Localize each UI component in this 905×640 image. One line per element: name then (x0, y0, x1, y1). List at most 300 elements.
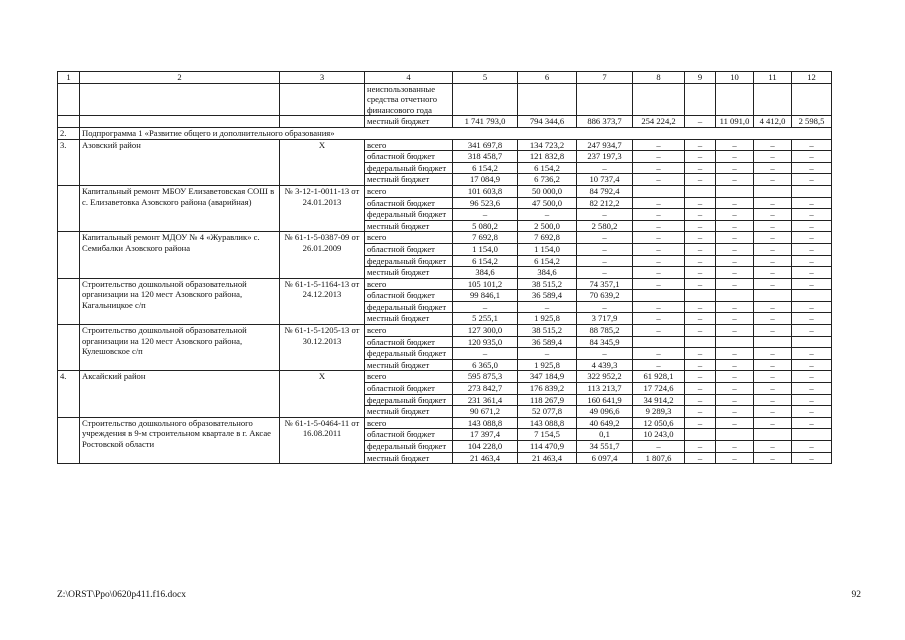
value-cell: 1 925,8 (518, 313, 577, 325)
value-cell: 322 952,2 (577, 371, 633, 383)
object-name (80, 83, 280, 116)
value-cell: – (518, 301, 577, 313)
value-cell: – (633, 278, 685, 290)
funding-source: федеральный бюджет (365, 394, 453, 406)
value-cell: 1 807,6 (633, 452, 685, 464)
value-cell: – (633, 232, 685, 244)
value-cell: – (792, 383, 832, 395)
value-cell: – (754, 383, 792, 395)
value-cell: – (685, 406, 716, 418)
value-cell: – (577, 232, 633, 244)
value-cell: 7 692,8 (518, 232, 577, 244)
value-cell (792, 185, 832, 197)
row-number (58, 417, 80, 463)
value-cell: 595 875,3 (453, 371, 518, 383)
row-number (58, 185, 80, 231)
column-number: 9 (685, 72, 716, 84)
value-cell: 101 603,8 (453, 185, 518, 197)
row-number (58, 116, 80, 128)
value-cell: 6 097,4 (577, 452, 633, 464)
value-cell (754, 336, 792, 348)
value-cell: – (792, 452, 832, 464)
object-name: Капитальный ремонт МДОУ № 4 «Журавлик» с. Семибалки Азовского района (80, 232, 280, 278)
file-path: Z:\ORST\Ppo\0620p411.f16.docx (57, 590, 186, 600)
value-cell: 99 846,1 (453, 290, 518, 302)
object-name: Капитальный ремонт МБОУ Елизаветовская СОШ в с. Елизаветовка Азовского района (аварийная) (80, 185, 280, 231)
value-cell: – (792, 243, 832, 255)
funding-source: всего (365, 325, 453, 337)
value-cell: – (754, 394, 792, 406)
value-cell (754, 83, 792, 116)
value-cell: – (716, 162, 754, 174)
page-number: 92 (851, 590, 861, 600)
value-cell: 38 515,2 (518, 325, 577, 337)
value-cell: – (716, 267, 754, 279)
funding-source: всего (365, 139, 453, 151)
value-cell (792, 83, 832, 116)
value-cell: – (453, 301, 518, 313)
value-cell: 118 267,9 (518, 394, 577, 406)
value-cell: – (754, 406, 792, 418)
value-cell (685, 185, 716, 197)
value-cell: – (792, 301, 832, 313)
value-cell: – (685, 301, 716, 313)
table-row (58, 139, 832, 151)
value-cell: 113 213,7 (577, 383, 633, 395)
value-cell: – (792, 278, 832, 290)
value-cell: 6 154,2 (518, 162, 577, 174)
value-cell: 10 243,0 (633, 429, 685, 441)
column-number: 11 (754, 72, 792, 84)
value-cell: 347 184,9 (518, 371, 577, 383)
object-name (80, 116, 280, 128)
value-cell: – (633, 243, 685, 255)
value-cell: – (633, 139, 685, 151)
section-row (58, 127, 832, 139)
funding-source: неиспользованные средства отчетного финансового года (365, 83, 453, 116)
value-cell: – (754, 267, 792, 279)
table-row (58, 83, 832, 116)
value-cell: 318 458,7 (453, 151, 518, 163)
value-cell: 21 463,4 (453, 452, 518, 464)
table-row (58, 371, 832, 383)
value-cell: 88 785,2 (577, 325, 633, 337)
value-cell: 105 101,2 (453, 278, 518, 290)
column-number: 2 (80, 72, 280, 84)
value-cell (716, 336, 754, 348)
value-cell: 121 832,8 (518, 151, 577, 163)
value-cell: – (754, 162, 792, 174)
value-cell: – (792, 441, 832, 453)
value-cell: 1 154,0 (518, 243, 577, 255)
value-cell: – (716, 325, 754, 337)
value-cell: – (754, 232, 792, 244)
value-cell (754, 429, 792, 441)
value-cell: – (754, 348, 792, 360)
column-number: 3 (280, 72, 365, 84)
value-cell: 11 091,0 (716, 116, 754, 128)
table-row (58, 278, 832, 290)
value-cell: – (577, 267, 633, 279)
value-cell: – (685, 255, 716, 267)
value-cell: – (577, 301, 633, 313)
value-cell: 36 589,4 (518, 290, 577, 302)
column-number: 1 (58, 72, 80, 84)
funding-source: всего (365, 185, 453, 197)
value-cell: – (577, 209, 633, 221)
value-cell: – (754, 243, 792, 255)
value-cell: – (792, 197, 832, 209)
value-cell: – (633, 301, 685, 313)
value-cell: 96 523,6 (453, 197, 518, 209)
row-number: 2. (58, 127, 80, 139)
value-cell: – (792, 220, 832, 232)
funding-source: местный бюджет (365, 267, 453, 279)
value-cell (716, 429, 754, 441)
funding-source: всего (365, 417, 453, 429)
value-cell: – (716, 452, 754, 464)
budget-table (57, 71, 832, 464)
value-cell: 47 500,0 (518, 197, 577, 209)
value-cell: 4 439,3 (577, 359, 633, 371)
value-cell: – (633, 325, 685, 337)
value-cell: – (754, 417, 792, 429)
funding-source: федеральный бюджет (365, 162, 453, 174)
value-cell (518, 83, 577, 116)
value-cell: 21 463,4 (518, 452, 577, 464)
column-number: 12 (792, 72, 832, 84)
value-cell: – (792, 139, 832, 151)
value-cell: – (453, 348, 518, 360)
value-cell: 17 084,9 (453, 174, 518, 186)
value-cell (633, 290, 685, 302)
value-cell: 84 792,4 (577, 185, 633, 197)
document-ref: № 61-1-5-1164-13 от 24.12.2013 (280, 278, 365, 324)
value-cell (633, 336, 685, 348)
value-cell: – (685, 371, 716, 383)
value-cell: 104 228,0 (453, 441, 518, 453)
value-cell: – (792, 174, 832, 186)
value-cell: – (754, 452, 792, 464)
value-cell: – (685, 348, 716, 360)
value-cell: – (685, 139, 716, 151)
value-cell: – (754, 313, 792, 325)
value-cell: – (716, 243, 754, 255)
value-cell: – (685, 278, 716, 290)
value-cell: – (792, 371, 832, 383)
value-cell: – (685, 174, 716, 186)
value-cell: – (716, 383, 754, 395)
value-cell: 886 373,7 (577, 116, 633, 128)
value-cell: – (792, 162, 832, 174)
row-number: 4. (58, 371, 80, 417)
value-cell: – (716, 255, 754, 267)
value-cell: 1 154,0 (453, 243, 518, 255)
funding-source: всего (365, 278, 453, 290)
document-ref: № 3-12-1-0011-13 от 24.01.2013 (280, 185, 365, 231)
value-cell: – (716, 209, 754, 221)
value-cell: 61 928,1 (633, 371, 685, 383)
object-name: Азовский район (80, 139, 280, 185)
value-cell: 34 551,7 (577, 441, 633, 453)
value-cell (685, 83, 716, 116)
value-cell: – (716, 441, 754, 453)
value-cell: – (633, 197, 685, 209)
value-cell: 49 096,6 (577, 406, 633, 418)
row-number (58, 278, 80, 324)
value-cell: – (685, 383, 716, 395)
value-cell: 143 088,8 (518, 417, 577, 429)
value-cell (685, 336, 716, 348)
value-cell: – (453, 209, 518, 221)
value-cell: 17 724,6 (633, 383, 685, 395)
value-cell: 341 697,8 (453, 139, 518, 151)
value-cell: – (792, 325, 832, 337)
value-cell: 84 345,9 (577, 336, 633, 348)
value-cell: – (518, 209, 577, 221)
value-cell: – (685, 417, 716, 429)
funding-source: местный бюджет (365, 452, 453, 464)
value-cell (633, 185, 685, 197)
value-cell: 17 397,4 (453, 429, 518, 441)
value-cell: 12 050,6 (633, 417, 685, 429)
value-cell: 7 692,8 (453, 232, 518, 244)
value-cell: – (792, 359, 832, 371)
column-number: 10 (716, 72, 754, 84)
value-cell: 5 080,2 (453, 220, 518, 232)
value-cell: – (716, 406, 754, 418)
value-cell: 3 717,9 (577, 313, 633, 325)
value-cell: 82 212,2 (577, 197, 633, 209)
value-cell (792, 336, 832, 348)
value-cell: – (633, 313, 685, 325)
value-cell (633, 83, 685, 116)
funding-source: федеральный бюджет (365, 255, 453, 267)
value-cell: 6 365,0 (453, 359, 518, 371)
value-cell: – (518, 348, 577, 360)
value-cell: – (685, 232, 716, 244)
value-cell: – (716, 301, 754, 313)
value-cell: – (792, 255, 832, 267)
value-cell: – (633, 209, 685, 221)
funding-source: областной бюджет (365, 336, 453, 348)
value-cell (453, 83, 518, 116)
value-cell: 2 500,0 (518, 220, 577, 232)
value-cell: – (577, 243, 633, 255)
value-cell: – (792, 394, 832, 406)
value-cell: – (685, 209, 716, 221)
funding-source: областной бюджет (365, 197, 453, 209)
value-cell: – (754, 359, 792, 371)
value-cell: – (577, 255, 633, 267)
value-cell: 1 741 793,0 (453, 116, 518, 128)
value-cell: – (716, 313, 754, 325)
section-title: Подпрограмма 1 «Развитие общего и дополнительного образования» (80, 127, 832, 139)
table-row (58, 116, 832, 128)
row-number: 3. (58, 139, 80, 185)
value-cell: 794 344,6 (518, 116, 577, 128)
value-cell: 247 934,7 (577, 139, 633, 151)
row-number (58, 83, 80, 116)
value-cell: 6 154,2 (453, 162, 518, 174)
value-cell: 120 935,0 (453, 336, 518, 348)
table-row (58, 232, 832, 244)
value-cell: – (754, 197, 792, 209)
value-cell: – (716, 278, 754, 290)
value-cell: – (754, 151, 792, 163)
value-cell: – (716, 417, 754, 429)
document-ref: № 61-1-5-0464-11 от 16.08.2011 (280, 417, 365, 463)
value-cell: 2 598,5 (792, 116, 832, 128)
value-cell: – (685, 151, 716, 163)
object-name: Строительство дошкольного образовательного учреждения в 9-м строительном квартале в г. Аксае Ростовской области (80, 417, 280, 463)
value-cell: 134 723,2 (518, 139, 577, 151)
funding-source: местный бюджет (365, 406, 453, 418)
value-cell: – (754, 278, 792, 290)
value-cell: – (754, 301, 792, 313)
value-cell: 384,6 (453, 267, 518, 279)
table-row (58, 325, 832, 337)
value-cell: – (754, 325, 792, 337)
value-cell: 34 914,2 (633, 394, 685, 406)
value-cell: – (685, 325, 716, 337)
funding-source: областной бюджет (365, 383, 453, 395)
value-cell: – (716, 174, 754, 186)
value-cell (754, 185, 792, 197)
value-cell: 5 255,1 (453, 313, 518, 325)
value-cell: – (577, 162, 633, 174)
column-number: 7 (577, 72, 633, 84)
funding-source: всего (365, 371, 453, 383)
value-cell: 176 839,2 (518, 383, 577, 395)
funding-source: федеральный бюджет (365, 348, 453, 360)
value-cell: 160 641,9 (577, 394, 633, 406)
value-cell: – (685, 359, 716, 371)
value-cell: – (716, 197, 754, 209)
value-cell: 143 088,8 (453, 417, 518, 429)
value-cell: – (633, 359, 685, 371)
value-cell: 50 000,0 (518, 185, 577, 197)
value-cell: 6 154,2 (453, 255, 518, 267)
value-cell: 2 580,2 (577, 220, 633, 232)
value-cell: 114 470,9 (518, 441, 577, 453)
funding-source: областной бюджет (365, 243, 453, 255)
value-cell: – (716, 348, 754, 360)
table-row (58, 417, 832, 429)
value-cell: – (685, 313, 716, 325)
value-cell: 127 300,0 (453, 325, 518, 337)
value-cell (792, 429, 832, 441)
document-ref: № 61-1-5-0387-09 от 26.01.2009 (280, 232, 365, 278)
funding-source: областной бюджет (365, 429, 453, 441)
value-cell: – (792, 267, 832, 279)
value-cell: – (685, 116, 716, 128)
column-number-row (58, 72, 832, 84)
value-cell: 6 154,2 (518, 255, 577, 267)
document-ref: Х (280, 371, 365, 417)
value-cell (716, 290, 754, 302)
value-cell: – (633, 174, 685, 186)
value-cell: – (685, 394, 716, 406)
value-cell: 36 589,4 (518, 336, 577, 348)
value-cell: 9 289,3 (633, 406, 685, 418)
value-cell: – (685, 162, 716, 174)
object-name: Строительство дошкольной образовательной организации на 120 мест Азовского района, Кагальницкое с/п (80, 278, 280, 324)
value-cell: – (754, 255, 792, 267)
value-cell: – (633, 162, 685, 174)
object-name: Строительство дошкольной образовательной организации на 120 мест Азовского района, Кулешовское с/п (80, 325, 280, 371)
value-cell (685, 290, 716, 302)
value-cell: – (716, 359, 754, 371)
value-cell: – (792, 417, 832, 429)
value-cell: – (716, 151, 754, 163)
value-cell: – (633, 267, 685, 279)
value-cell: – (754, 139, 792, 151)
funding-source: всего (365, 232, 453, 244)
object-name: Аксайский район (80, 371, 280, 417)
value-cell: 40 649,2 (577, 417, 633, 429)
value-cell: – (685, 243, 716, 255)
value-cell: 38 515,2 (518, 278, 577, 290)
value-cell: 237 197,3 (577, 151, 633, 163)
value-cell: – (685, 441, 716, 453)
value-cell: – (633, 220, 685, 232)
funding-source: федеральный бюджет (365, 209, 453, 221)
value-cell: – (685, 220, 716, 232)
value-cell: – (754, 371, 792, 383)
value-cell: – (716, 371, 754, 383)
value-cell: 4 412,0 (754, 116, 792, 128)
value-cell: – (685, 267, 716, 279)
funding-source: областной бюджет (365, 290, 453, 302)
value-cell: – (792, 209, 832, 221)
value-cell: 0,1 (577, 429, 633, 441)
row-number (58, 232, 80, 278)
value-cell (792, 290, 832, 302)
row-number (58, 325, 80, 371)
value-cell: – (685, 197, 716, 209)
funding-source: местный бюджет (365, 174, 453, 186)
value-cell: – (633, 348, 685, 360)
value-cell: 74 357,1 (577, 278, 633, 290)
document-ref (280, 116, 365, 128)
value-cell: – (792, 406, 832, 418)
value-cell: – (754, 441, 792, 453)
value-cell (716, 83, 754, 116)
value-cell: 384,6 (518, 267, 577, 279)
value-cell: – (633, 255, 685, 267)
value-cell: 7 154,5 (518, 429, 577, 441)
funding-source: местный бюджет (365, 313, 453, 325)
value-cell: 1 925,8 (518, 359, 577, 371)
value-cell: – (685, 452, 716, 464)
value-cell: 231 361,4 (453, 394, 518, 406)
funding-source: местный бюджет (365, 220, 453, 232)
funding-source: федеральный бюджет (365, 301, 453, 313)
value-cell: – (792, 313, 832, 325)
value-cell: 6 736,2 (518, 174, 577, 186)
value-cell: – (577, 348, 633, 360)
value-cell: – (633, 151, 685, 163)
value-cell (754, 290, 792, 302)
value-cell: – (633, 441, 685, 453)
value-cell: – (792, 151, 832, 163)
column-number: 6 (518, 72, 577, 84)
value-cell: – (716, 139, 754, 151)
value-cell: 90 671,2 (453, 406, 518, 418)
document-ref: Х (280, 139, 365, 185)
funding-source: областной бюджет (365, 151, 453, 163)
